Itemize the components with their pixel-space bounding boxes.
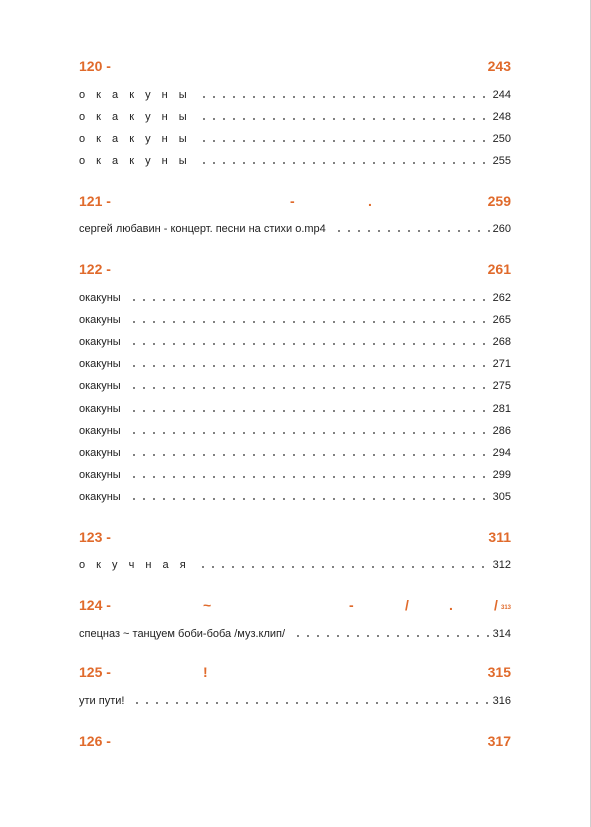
heading-fragment: ! [203,664,208,680]
toc-entry[interactable] [79,377,511,393]
dot-leader [132,701,489,705]
entry-page: 260 [492,223,511,235]
section-heading [79,191,511,211]
section-heading [79,731,511,751]
toc-entry[interactable] [79,86,511,102]
section-page: 243 [487,58,511,74]
entry-page: 316 [492,695,511,707]
heading-fragment: . [368,193,372,209]
toc-entry[interactable] [79,289,511,305]
dot-leader [129,497,490,501]
entry-title: окакуны [79,358,121,370]
entry-title: сергей любавин - концерт. песни на стихи о.mp4 [79,223,326,235]
entry-page: 248 [492,111,511,123]
heading-fragment: / [494,597,498,613]
section-heading [79,259,511,279]
section-number: 123 - [79,529,111,545]
section-page: 315 [487,664,511,680]
toc-entry[interactable] [79,311,511,327]
toc-entry[interactable] [79,692,511,708]
entry-page: 244 [492,89,511,101]
toc-entry[interactable] [79,556,511,572]
dot-leader [129,431,490,435]
section-heading [79,56,511,76]
entry-title: окакуны [79,380,121,392]
section-page: 313 [500,605,511,611]
section-heading [79,527,511,547]
entry-title: окакуны [79,403,121,415]
section-number: 124 - [79,597,111,613]
entry-title: о к а к у н ы [79,111,191,123]
entry-title: спецназ ~ танцуем боби-боба /муз.клип/ [79,628,286,640]
dot-leader [199,161,490,165]
dot-leader [199,117,490,121]
dot-leader [129,453,490,457]
section-page: 259 [487,193,511,209]
dot-leader [198,565,490,569]
section-heading [79,662,511,682]
toc-entry[interactable] [79,466,511,482]
dot-leader [199,95,490,99]
entry-page: 299 [492,469,511,481]
dot-leader [129,298,490,302]
dot-leader [129,475,490,479]
entry-title: о к а к у н ы [79,89,191,101]
entry-page: 268 [492,336,511,348]
entry-page: 294 [492,447,511,459]
toc-entry[interactable] [79,333,511,349]
entry-page: 281 [492,403,511,415]
entry-title: окакуны [79,447,121,459]
toc-entry[interactable] [79,108,511,124]
section-heading [79,595,511,615]
dot-leader [129,320,490,324]
section-page: 311 [488,529,511,545]
dot-leader [129,386,490,390]
toc-entry[interactable] [79,422,511,438]
toc-entry[interactable] [79,152,511,168]
dot-leader [129,364,490,368]
heading-fragment: - [290,193,295,209]
toc-entry[interactable] [79,625,511,641]
entry-title: о к а к у н ы [79,155,191,167]
section-page: 261 [487,261,511,277]
toc-entry[interactable] [79,130,511,146]
section-number: 121 - [79,193,111,209]
toc-entry[interactable] [79,355,511,371]
entry-page: 314 [492,628,511,640]
toc-entry[interactable] [79,220,511,236]
entry-title: о к а к у н ы [79,133,191,145]
heading-fragment: . [449,597,453,613]
entry-page: 265 [492,314,511,326]
entry-page: 312 [492,559,511,571]
entry-title: ути пути! [79,695,125,707]
section-number: 126 - [79,733,111,749]
entry-title: окакуны [79,292,121,304]
toc-entry[interactable] [79,488,511,504]
toc-entry[interactable] [79,444,511,460]
entry-page: 255 [492,155,511,167]
entry-title: окакуны [79,425,121,437]
section-page: 317 [487,733,511,749]
toc-entry[interactable] [79,400,511,416]
dot-leader [293,634,490,638]
entry-page: 262 [492,292,511,304]
heading-fragment: / [405,597,409,613]
heading-fragment: ~ [203,597,212,613]
entry-title: окакуны [79,491,121,503]
section-number: 125 - [79,664,111,680]
entry-title: окакуны [79,469,121,481]
entry-title: окакуны [79,336,121,348]
entry-title: о к у ч н а я [79,559,190,571]
entry-page: 305 [492,491,511,503]
heading-fragment: - [349,597,354,613]
entry-page: 271 [492,358,511,370]
entry-page: 275 [492,380,511,392]
section-number: 122 - [79,261,111,277]
section-number: 120 - [79,58,111,74]
dot-leader [129,342,490,346]
dot-leader [199,139,490,143]
entry-page: 286 [492,425,511,437]
entry-title: окакуны [79,314,121,326]
dot-leader [334,229,490,233]
dot-leader [129,409,490,413]
entry-page: 250 [492,133,511,145]
